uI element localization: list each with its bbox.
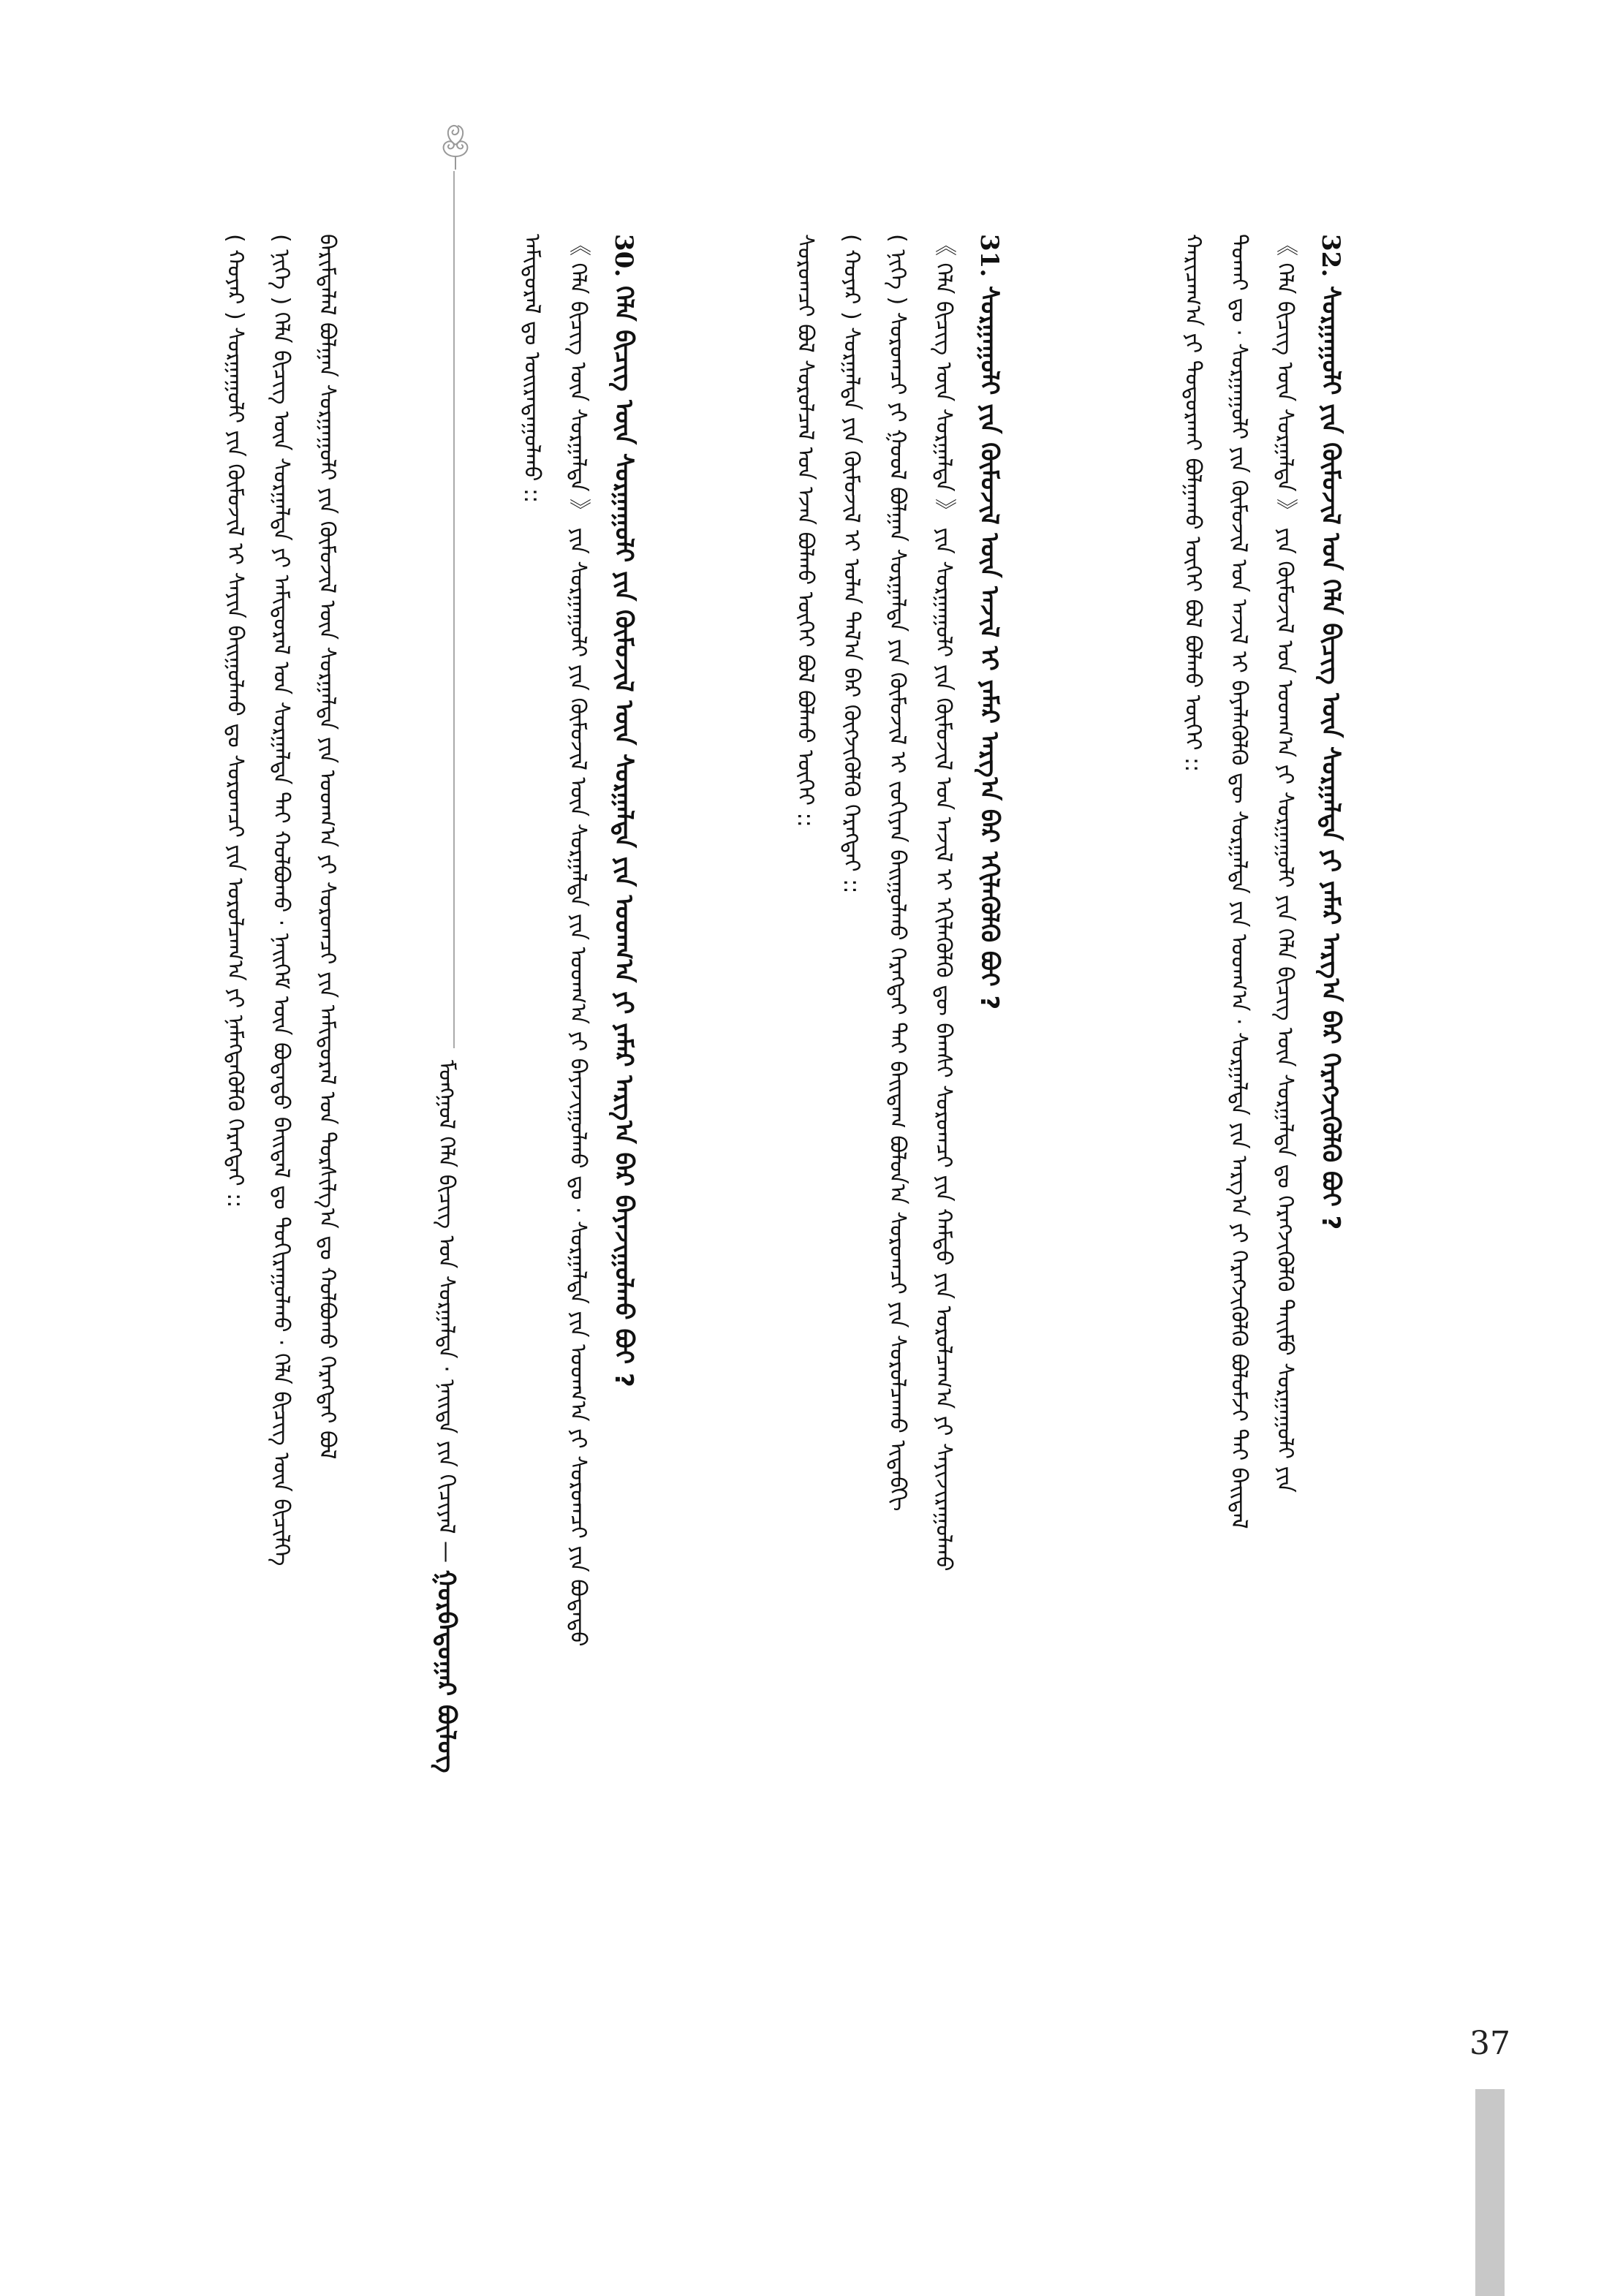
column-text: 《 ᠬᠡᠯᠡ ᠪᠢᠴᠢᠭ ᠦᠨ ᠰᠤᠷᠭᠠᠯᠲᠠ 》 ᠶᠢᠨ ᠰᠤᠷᠭᠠᠭᠤᠯᠢ ᠶᠢᠨ ᠬᠦᠮᠦᠵᠢᠯ ᠤᠨ ᠠᠵᠢᠯ ᠢ ᠡᠬᠢᠯᠡᠭᠦᠯᠬᠦ ᠳᠦ ᠪᠠᠭᠰᠢ ᠰᠤᠷᠤᠭᠴᠢ ᠶᠢᠨ ᠬᠠᠮᠲᠤ ᠶᠢᠨ ᠤᠷᠤᠯᠴᠠᠭ᠎ᠠ ᠶᠢ ᠰᠠᠶᠢᠵᠢᠷᠠᠭᠤᠯᠬᠤ	[931, 234, 956, 1572]
column-text: ᠬᠡᠯᠡ ᠪᠢᠴᠢᠭ ᠦᠨ ᠰᠤᠷᠭᠠᠭᠤᠯᠢ ᠶᠢᠨ ᠬᠦᠮᠦᠵᠢᠯ ᠦᠨ ᠰᠤᠷᠭᠠᠯᠲᠠ ᠶᠢᠨ ᠤᠳᠬ᠎ᠠ ᠶᠢ ᠶᠠᠮᠠᠷ ᠠᠷᠭ᠎ᠠ ᠪᠠᠷ ᠪᠠᠶᠠᠵᠢᠭᠤᠯᠬᠤ ᠪᠤᠢ ?	[609, 286, 638, 1387]
text-column	[1178, 234, 1207, 2061]
column-text: ( ᠬᠣᠶᠠᠷ ) ᠰᠤᠷᠭᠠᠯᠲᠠ ᠶᠢᠨ ᠬᠦᠮᠦᠵᠢᠯ ᠢ ᠣᠯᠠᠨ ᠲᠠᠯ᠎ᠠ ᠪᠠᠷ ᠬᠦᠭᠵᠢᠭᠦᠯᠬᠦ ᠬᠡᠷᠡᠭᠲᠡᠢ ::	[839, 234, 864, 894]
column-text: ᠪᠠᠷᠢᠮᠲᠠᠯᠠᠯ ᠪᠣᠯᠭᠠᠨ ᠰᠤᠷᠭᠠᠭᠤᠯᠢ ᠶᠢᠨ ᠬᠦᠮᠦᠵᠢᠯ ᠦᠨ ᠰᠤᠷᠭᠠᠯᠲᠠ ᠶᠢᠨ ᠤᠳᠬ᠎ᠠ ᠶᠢ ᠰᠤᠷᠤᠭᠴᠢ ᠶᠢᠨ ᠠᠮᠢᠳᠤᠷᠠᠯ ᠤᠨ ᠲᠤᠷᠰᠢᠯᠭ᠎ᠠ ᠳᠤ ᠬᠣᠯᠪᠣᠬᠤ ᠬᠡᠷᠡᠭᠲᠡᠢ ᠪᠣᠯ	[314, 234, 340, 1460]
text-column	[882, 234, 912, 2061]
text-column	[312, 234, 341, 2061]
column-text: ᠠᠮᠢᠳᠤᠷᠠᠯ ᠳᠤ ᠣᠢᠷᠠᠳᠠᠭᠤᠯᠬᠤ ::	[519, 234, 545, 504]
question-heading	[975, 234, 1004, 2061]
column-text: ᠰᠤᠷᠤᠭᠴᠢ ᠪᠣᠯ ᠰᠤᠷᠤᠯᠴᠠᠯ ᠤᠨ ᠡᠵᠡᠨ ᠪᠣᠯᠬᠤ ᠦᠭᠡᠢ ᠪᠣᠯ ᠪᠣᠯᠬᠤ ᠦᠭᠡᠢ ::	[792, 234, 818, 827]
text-column	[1270, 234, 1299, 2061]
column-text: ᠰᠤᠷᠭᠠᠭᠤᠯᠢ ᠶᠢᠨ ᠬᠦᠮᠦᠵᠢᠯ ᠤᠨ ᠬᠡᠯᠡ ᠪᠢᠴᠢᠭ ᠦᠨ ᠰᠤᠷᠭᠠᠯᠲᠠ ᠶᠢ ᠶᠠᠮᠠᠷ ᠠᠷᠭ᠎ᠠ ᠪᠠᠷ ᠬᠡᠷᠡᠭᠵᠢᠭᠦᠯᠬᠦ ᠪᠤᠢ ?	[1316, 286, 1345, 1230]
column-text: ᠲᠤᠬᠠᠢ ᠳᠤ · ᠰᠤᠷᠭᠠᠭᠤᠯᠢ ᠶᠢᠨ ᠬᠦᠮᠦᠵᠢᠯ ᠤᠨ ᠠᠵᠢᠯ ᠢ ᠪᠡᠶᠡᠯᠡᠭᠦᠯᠬᠦ ᠳᠦ ᠰᠤᠷᠭᠠᠯᠲᠠ ᠶᠢᠨ ᠤᠳᠬ᠎ᠠ · ᠰᠤᠷᠭᠠᠯᠲᠠ ᠶᠢᠨ ᠠᠷᠭ᠎ᠠ ᠶᠢ ᠬᠡᠷᠡᠭᠵᠢᠭᠦᠯᠬᠦ ᠪᠣᠯᠣᠮᠵᠢ ᠲᠠᠢ ᠪᠠᠢᠳᠠᠯ	[1226, 234, 1252, 1529]
text-column	[220, 234, 249, 2061]
column-text: ( ᠨᠢᠭᠡ ) ᠰᠤᠷᠤᠭᠴᠢ ᠶᠢ ᠭᠣᠣᠯ ᠪᠣᠯᠭᠠᠨ ᠰᠤᠷᠭᠠᠯᠲᠠ ᠶᠢᠨ ᠬᠦᠮᠦᠵᠢᠯ ᠢ ᠵᠣᠬᠢᠶᠠᠨ ᠪᠠᠢᠭᠤᠯᠬᠤ ᠬᠡᠷᠡᠭᠲᠡᠢ ᠲᠠᠢ ᠪᠠᠢᠳᠠᠭ ᠪᠣᠯᠤᠨ᠎ᠠ ᠰᠤᠷᠤᠭᠴᠢ ᠶᠢᠨ ᠰᠤᠷᠤᠯᠴᠠᠬᠤ ᠢᠳᠡᠪᠬᠢ	[885, 234, 910, 1512]
text-column	[266, 234, 295, 2061]
text-column	[1224, 234, 1253, 2061]
page-edge-tab	[1475, 2089, 1505, 2296]
question-heading	[1316, 234, 1345, 2061]
column-text: ( ᠬᠣᠶᠠᠷ ) ᠰᠤᠷᠭᠠᠭᠤᠯᠢ ᠶᠢᠨ ᠬᠦᠮᠦᠵᠢᠯ ᠢ ᠰᠠᠶᠢᠨ ᠪᠠᠢᠭᠤᠯᠬᠤ ᠳᠤ ᠰᠤᠷᠤᠭᠴᠢ ᠶᠢᠨ ᠤᠷᠤᠯᠴᠠᠭ᠎ᠠ ᠶᠢ ᠨᠡᠮᠡᠭᠳᠡᠭᠦᠯᠬᠦ ᠬᠡᠷᠡᠭᠲᠡᠢ ::	[222, 234, 248, 1208]
question-number: 32.	[1316, 234, 1345, 278]
header-title: ᠮᠣᠩᠭᠣᠯ ᠬᠡᠯᠡ ᠪᠢᠴᠢᠭ ᠤᠨ ᠰᠤᠷᠭᠠᠯᠲᠠ · ᠨᠡᠢᠲᠡ ᠶᠢᠨ ᠬᠢᠴᠢᠶᠡᠯ —	[434, 1060, 459, 1564]
column-text: ( ᠨᠢᠭᠡ ) ᠬᠡᠯᠡ ᠪᠢᠴᠢᠭ ᠦᠨ ᠰᠤᠷᠭᠠᠯᠲᠠ ᠶᠢ ᠠᠮᠢᠳᠤᠷᠠᠯ ᠤᠨ ᠰᠤᠷᠭᠠᠯᠲᠠ ᠲᠠᠢ ᠬᠣᠯᠪᠣᠬᠤ · ᠨᠡᠢᠭᠡᠮ ᠦᠨ ᠪᠣᠳᠠᠲᠤ ᠪᠠᠢᠳᠠᠯ ᠳᠤ ᠲᠣᠬᠢᠷᠠᠭᠤᠯᠬᠤ · ᠬᠡᠯᠡ ᠪᠢᠴᠢᠭ ᠦᠨ ᠪᠢᠴᠢᠯᠭᠡ	[268, 234, 294, 1566]
ornament-icon	[437, 123, 474, 171]
text-column	[517, 234, 546, 2061]
question-number: 31.	[975, 234, 1004, 278]
text-column	[836, 234, 866, 2061]
column-text: ᠬᠠᠷᠢᠴᠠᠭ᠎ᠠ ᠶᠢ ᠲᠣᠳᠣᠷᠬᠠᠢ ᠪᠣᠯᠭᠠᠬᠤ ᠦᠭᠡᠢ ᠪᠣᠯ ᠪᠣᠯᠬᠤ ᠦᠭᠡᠢ ::	[1180, 234, 1206, 773]
running-header	[431, 1060, 490, 1864]
column-text: ᠰᠤᠷᠭᠠᠭᠤᠯᠢ ᠶᠢᠨ ᠬᠦᠮᠦᠵᠢᠯ ᠦᠨ ᠠᠵᠢᠯ ᠢ ᠶᠠᠮᠠᠷ ᠠᠷᠭ᠎ᠠ ᠪᠠᠷ ᠡᠬᠢᠯᠡᠭᠦᠯᠬᠦ ᠪᠤᠢ ?	[975, 286, 1004, 1010]
text-column	[790, 234, 820, 2061]
text-column	[928, 234, 958, 2061]
question-number: 30.	[609, 234, 638, 278]
header-subtitle: ᠭᠤᠷᠪᠠᠳᠤᠭᠠᠷ ᠪᠦᠯᠦᠭ	[431, 1569, 461, 1773]
header-rule	[453, 171, 455, 1048]
page-number: 37	[1469, 2025, 1510, 2062]
text-column	[563, 234, 592, 2061]
question-heading	[609, 234, 638, 2061]
column-text: 《 ᠬᠡᠯᠡ ᠪᠢᠴᠢᠭ ᠦᠨ ᠰᠤᠷᠭᠠᠯᠲᠠ 》 ᠶᠢᠨ ᠬᠦᠮᠦᠵᠢᠯ ᠤᠨ ᠤᠳᠬ᠎ᠠ ᠶᠢ ᠰᠤᠷᠭᠠᠭᠤᠯᠢ ᠶᠢᠨ ᠬᠡᠯᠡ ᠪᠢᠴᠢᠭ ᠦᠨ ᠰᠤᠷᠭᠠᠯᠲᠠ ᠳᠤ ᠬᠡᠷᠡᠭᠵᠢᠭᠦᠯᠬᠦ ᠲᠠᠶ᠋ᠢᠮᠤ ᠰᠤᠷᠭᠠᠭᠤᠯᠢ ᠶᠢᠨ	[1272, 234, 1298, 1493]
column-text: 《 ᠬᠡᠯᠡ ᠪᠢᠴᠢᠭ ᠦᠨ ᠰᠤᠷᠭᠠᠯᠲᠠ 》 ᠶᠢᠨ ᠰᠤᠷᠭᠠᠭᠤᠯᠢ ᠶᠢᠨ ᠬᠦᠮᠦᠵᠢᠯ ᠦᠨ ᠰᠤᠷᠭᠠᠯᠲᠠ ᠶᠢᠨ ᠤᠳᠬ᠎ᠠ ᠶᠢ ᠪᠠᠶᠠᠵᠢᠭᠤᠯᠬᠤ ᠳᠤ · ᠰᠤᠷᠭᠠᠯᠲᠠ ᠶᠢᠨ ᠤᠳᠬ᠎ᠠ ᠶᠢ ᠰᠤᠷᠤᠭᠴᠢ ᠶᠢᠨ ᠪᠣᠳᠠᠲᠤ	[565, 234, 591, 1647]
